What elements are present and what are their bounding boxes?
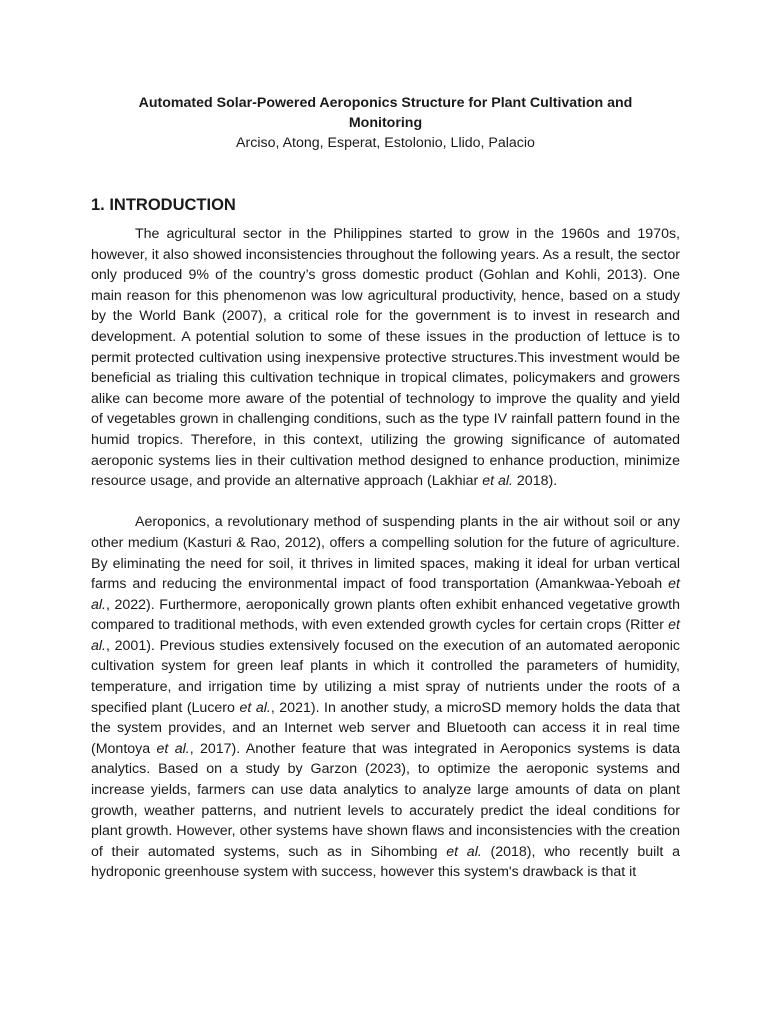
text-run: , 2017). Another feature that was integrated in Aeroponics systems is data analytics. Based on a study by Garzon (2023), to optimize the aeroponic systems and increase yields, farmers can use data analytics to analyze large amounts of data on plant growth, weather patterns, and nutrient levels to accurately predict the ideal conditions for plant growth. However, other systems have shown flaws and inconsistencies with the creation of their automated systems, such as in Sihombing xyxy=(91,740,680,860)
paragraph-1 xyxy=(91,224,680,492)
paper-title: Automated Solar-Powered Aeroponics Structure for Plant Cultivation and Monitoring xyxy=(138,95,633,131)
italic-run: et al. xyxy=(482,473,513,490)
italic-run: et al. xyxy=(91,576,680,613)
text-run: , 2022). Furthermore, aeroponically grown plants often exhibit enhanced vegetative growth compared to traditional methods, with even extended growth cycles for certain crops (Ritter xyxy=(91,596,680,634)
section-heading: 1. INTRODUCTION xyxy=(91,196,236,214)
text-run: 2018). xyxy=(512,473,558,490)
text-run: The agricultural sector in the Philippines started to grow in the 1960s and 1970s, however, it also showed inconsistencies throughout the following years. As a result, the sector only produced 9% of the country’s gross domestic product (Gohlan and Kohli, 2013). One main reason for this phenomenon was low agricultural productivity, hence, based on a study by the World Bank (2007), a critical role for the government is to invest in research and development. A potential solution to some of these issues in the production of lettuce is to permit protected cultivation using inexpensive protective structures.This investment would be beneficial as trialing this cultivation technique in tropical climates, policymakers and growers alike can become more aware of the potential of technology to improve the quality and yield of vegetables grown in challenging conditions, such as the type IV rainfall pattern found in the humid tropics. Therefore, in this context, utilizing the growing significance of automated aeroponic systems lies in their cultivation method designed to enhance production, minimize resource usage, and provide an alternative approach (Lakhiar xyxy=(91,226,680,490)
italic-run: et al. xyxy=(156,740,190,757)
paragraph-2 xyxy=(91,512,680,883)
paper-authors: Arciso, Atong, Esperat, Estolonio, Llido, Palacio xyxy=(236,135,535,151)
italic-run: et al. xyxy=(91,617,680,654)
text-run: (2018), who recently built a hydroponic greenhouse system with success, however this system's drawback is that it xyxy=(91,843,680,881)
italic-run: et al. xyxy=(446,843,482,860)
italic-run: et al. xyxy=(239,699,271,716)
text-run: , 2021). In another study, a microSD memory holds the data that the system provides, and an Internet web server and Bluetooth can access it in real time (Montoya xyxy=(91,699,680,757)
text-run: Aeroponics, a revolutionary method of suspending plants in the air without soil or any other medium (Kasturi & Rao, 2012), offers a compelling solution for the future of agriculture. By eliminating the need for soil, it thrives in limited spaces, making it ideal for urban vertical farms and reducing the environmental impact of food transportation (Amankwaa-Yeboah xyxy=(91,514,680,593)
text-run: , 2001). Previous studies extensively focused on the execution of an automated aeroponic cultivation system for green leaf plants in which it controlled the parameters of humidity, temperature, and irrigation time by utilizing a mist spray of nutrients under the roots of a specified plant (Lucero xyxy=(91,637,680,716)
